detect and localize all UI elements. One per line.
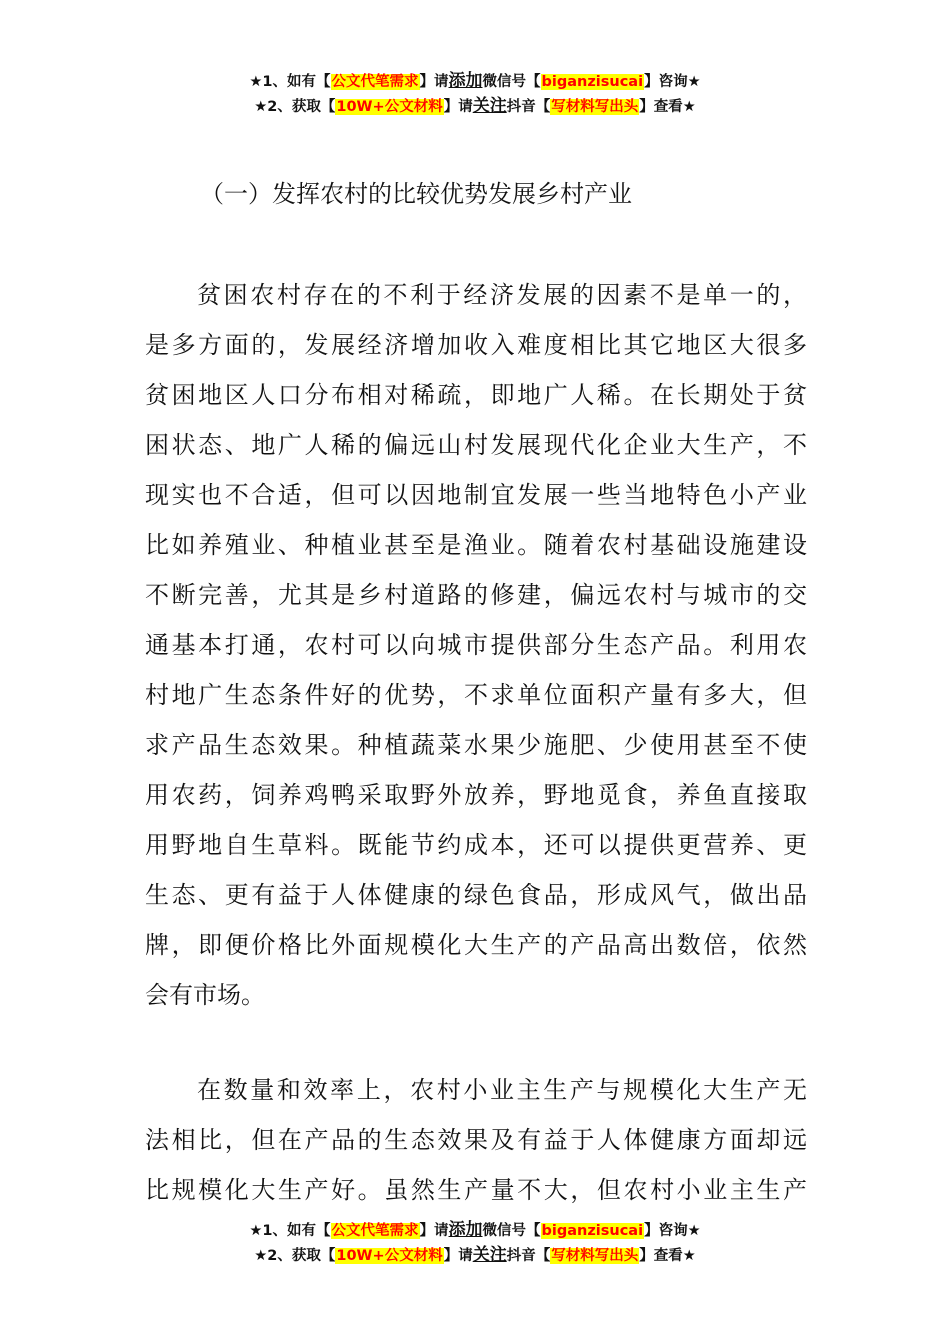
- header-line-2-mid-1: 】请: [443, 99, 473, 115]
- header-line-1-mid-1: 】请: [419, 74, 449, 90]
- header-line-2-underlined: 关注: [472, 96, 507, 116]
- paragraph-line: 贫困地区人口分布相对稀疏，即地广人稀。在长期处于贫: [145, 381, 807, 409]
- footer-line-1-highlight-1: 公文代笔需求: [331, 1223, 419, 1239]
- footer-line-1-suffix: 】咨询★: [644, 1223, 701, 1239]
- header-line-1-highlight-1: 公文代笔需求: [331, 74, 419, 90]
- section-heading: （一）发挥农村的比较优势发展乡村产业: [200, 180, 632, 208]
- header-line-1-wechat-id: biganzisucai: [541, 74, 644, 90]
- header-line-1-suffix: 】咨询★: [644, 74, 701, 90]
- header-line-2-mid-2: 抖音【: [506, 99, 551, 115]
- footer-line-2-underlined: 关注: [472, 1245, 507, 1265]
- footer-line-2-mid-2: 抖音【: [506, 1248, 551, 1264]
- footer-line-1-prefix: ★1、如有【: [249, 1223, 331, 1239]
- header-banner: [0, 69, 950, 119]
- header-line-2-suffix: 】查看★: [639, 99, 696, 115]
- footer-banner: [0, 1218, 950, 1268]
- header-line-1-underlined: 添加: [448, 71, 483, 91]
- footer-line-2-suffix: 】查看★: [639, 1248, 696, 1264]
- paragraph-line: 现实也不合适，但可以因地制宜发展一些当地特色小产业: [145, 481, 807, 509]
- paragraph-line: 用野地自生草料。既能节约成本，还可以提供更营养、更: [145, 831, 807, 859]
- footer-line-2: [0, 1243, 950, 1268]
- footer-line-1-wechat-id: biganzisucai: [541, 1223, 644, 1239]
- paragraph-line: 法相比，但在产品的生态效果及有益于人体健康方面却远: [145, 1126, 807, 1154]
- footer-line-1-underlined: 添加: [448, 1220, 483, 1240]
- footer-line-2-prefix: ★2、获取【: [254, 1248, 336, 1264]
- footer-line-2-highlight-1: 10W+公文材料: [336, 1248, 443, 1264]
- header-line-2: [0, 94, 950, 119]
- footer-line-1-mid-2: 微信号【: [482, 1223, 541, 1239]
- paragraph-2: [145, 1065, 807, 1215]
- header-line-1-prefix: ★1、如有【: [249, 74, 331, 90]
- paragraph-line: 不断完善，尤其是乡村道路的修建，偏远农村与城市的交: [145, 581, 807, 609]
- paragraph-line: 求产品生态效果。种植蔬菜水果少施肥、少使用甚至不使: [145, 731, 807, 759]
- paragraph-line: 是多方面的，发展经济增加收入难度相比其它地区大很多: [145, 331, 807, 359]
- paragraph-line: 会有市场。: [145, 981, 265, 1009]
- paragraph-line: 比如养殖业、种植业甚至是渔业。随着农村基础设施建设: [145, 531, 807, 559]
- footer-line-2-douyin-id: 写材料写出头: [551, 1248, 639, 1264]
- paragraph-1: [145, 270, 807, 1020]
- paragraph-line: 牌，即便价格比外面规模化大生产的产品高出数倍，依然: [145, 931, 807, 959]
- paragraph-line: 贫困农村存在的不利于经济发展的因素不是单一的，: [197, 281, 807, 309]
- paragraph-line: 生态、更有益于人体健康的绿色食品，形成风气，做出品: [145, 881, 807, 909]
- paragraph-line: 困状态、地广人稀的偏远山村发展现代化企业大生产，不: [145, 431, 807, 459]
- header-line-1: [0, 69, 950, 94]
- paragraph-line: 村地广生态条件好的优势，不求单位面积产量有多大，但: [145, 681, 807, 709]
- paragraph-line: 通基本打通，农村可以向城市提供部分生态产品。利用农: [145, 631, 807, 659]
- paragraph-line: 在数量和效率上，农村小业主生产与规模化大生产无: [197, 1076, 807, 1104]
- header-line-2-prefix: ★2、获取【: [254, 99, 336, 115]
- header-line-2-douyin-id: 写材料写出头: [551, 99, 639, 115]
- footer-line-2-mid-1: 】请: [443, 1248, 473, 1264]
- paragraph-line: 比规模化大生产好。虽然生产量不大，但农村小业主生产: [145, 1176, 807, 1204]
- footer-line-1: [0, 1218, 950, 1243]
- header-line-1-mid-2: 微信号【: [482, 74, 541, 90]
- header-line-2-highlight-1: 10W+公文材料: [336, 99, 443, 115]
- footer-line-1-mid-1: 】请: [419, 1223, 449, 1239]
- paragraph-line: 用农药，饲养鸡鸭采取野外放养，野地觅食，养鱼直接取: [145, 781, 807, 809]
